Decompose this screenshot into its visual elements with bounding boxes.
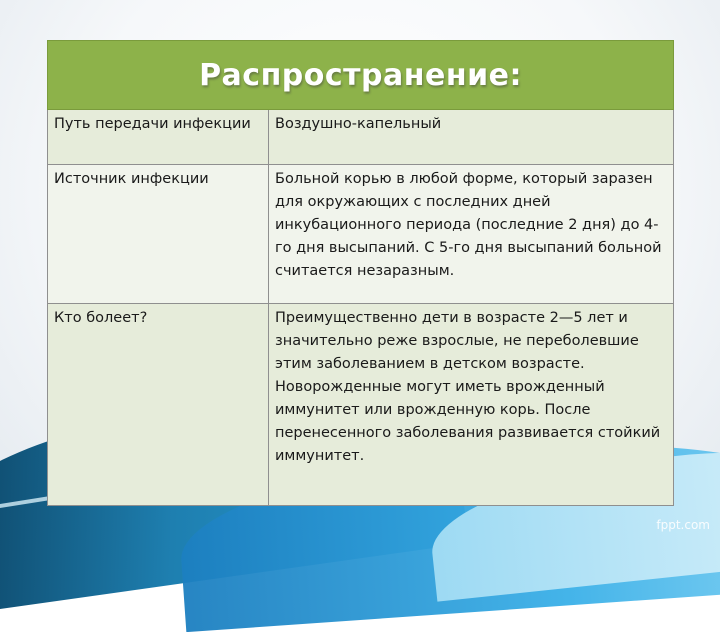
table-row [48,304,674,506]
row-value-source: Больной корью в любой форме, который заразен для окружающих с последних дней инкубационного периода (последние 2 дня) до 4-го дня высыпаний. С 5-го дня высыпаний больной считается незаразным. [269,165,674,304]
row-value-who: Преимущественно дети в возрасте 2—5 лет и значительно реже взрослые, не переболевшие этим заболеванием в детском возрасте. Новорожденные могут иметь врожденный иммунитет или врожденную корь. После перенесенного заболевания развивается стойкий иммунитет. [269,304,674,506]
watermark-text: fppt.com [656,518,710,532]
table-row [48,110,674,165]
row-label-transmission: Путь передачи инфекции [48,110,269,165]
table-row [48,165,674,304]
info-table [47,40,674,506]
slide-title: Распространение: [199,57,522,93]
row-value-transmission: Воздушно-капельный [269,110,674,165]
row-label-source: Источник инфекции [48,165,269,304]
title-cell [48,41,674,110]
row-label-who: Кто болеет? [48,304,269,506]
